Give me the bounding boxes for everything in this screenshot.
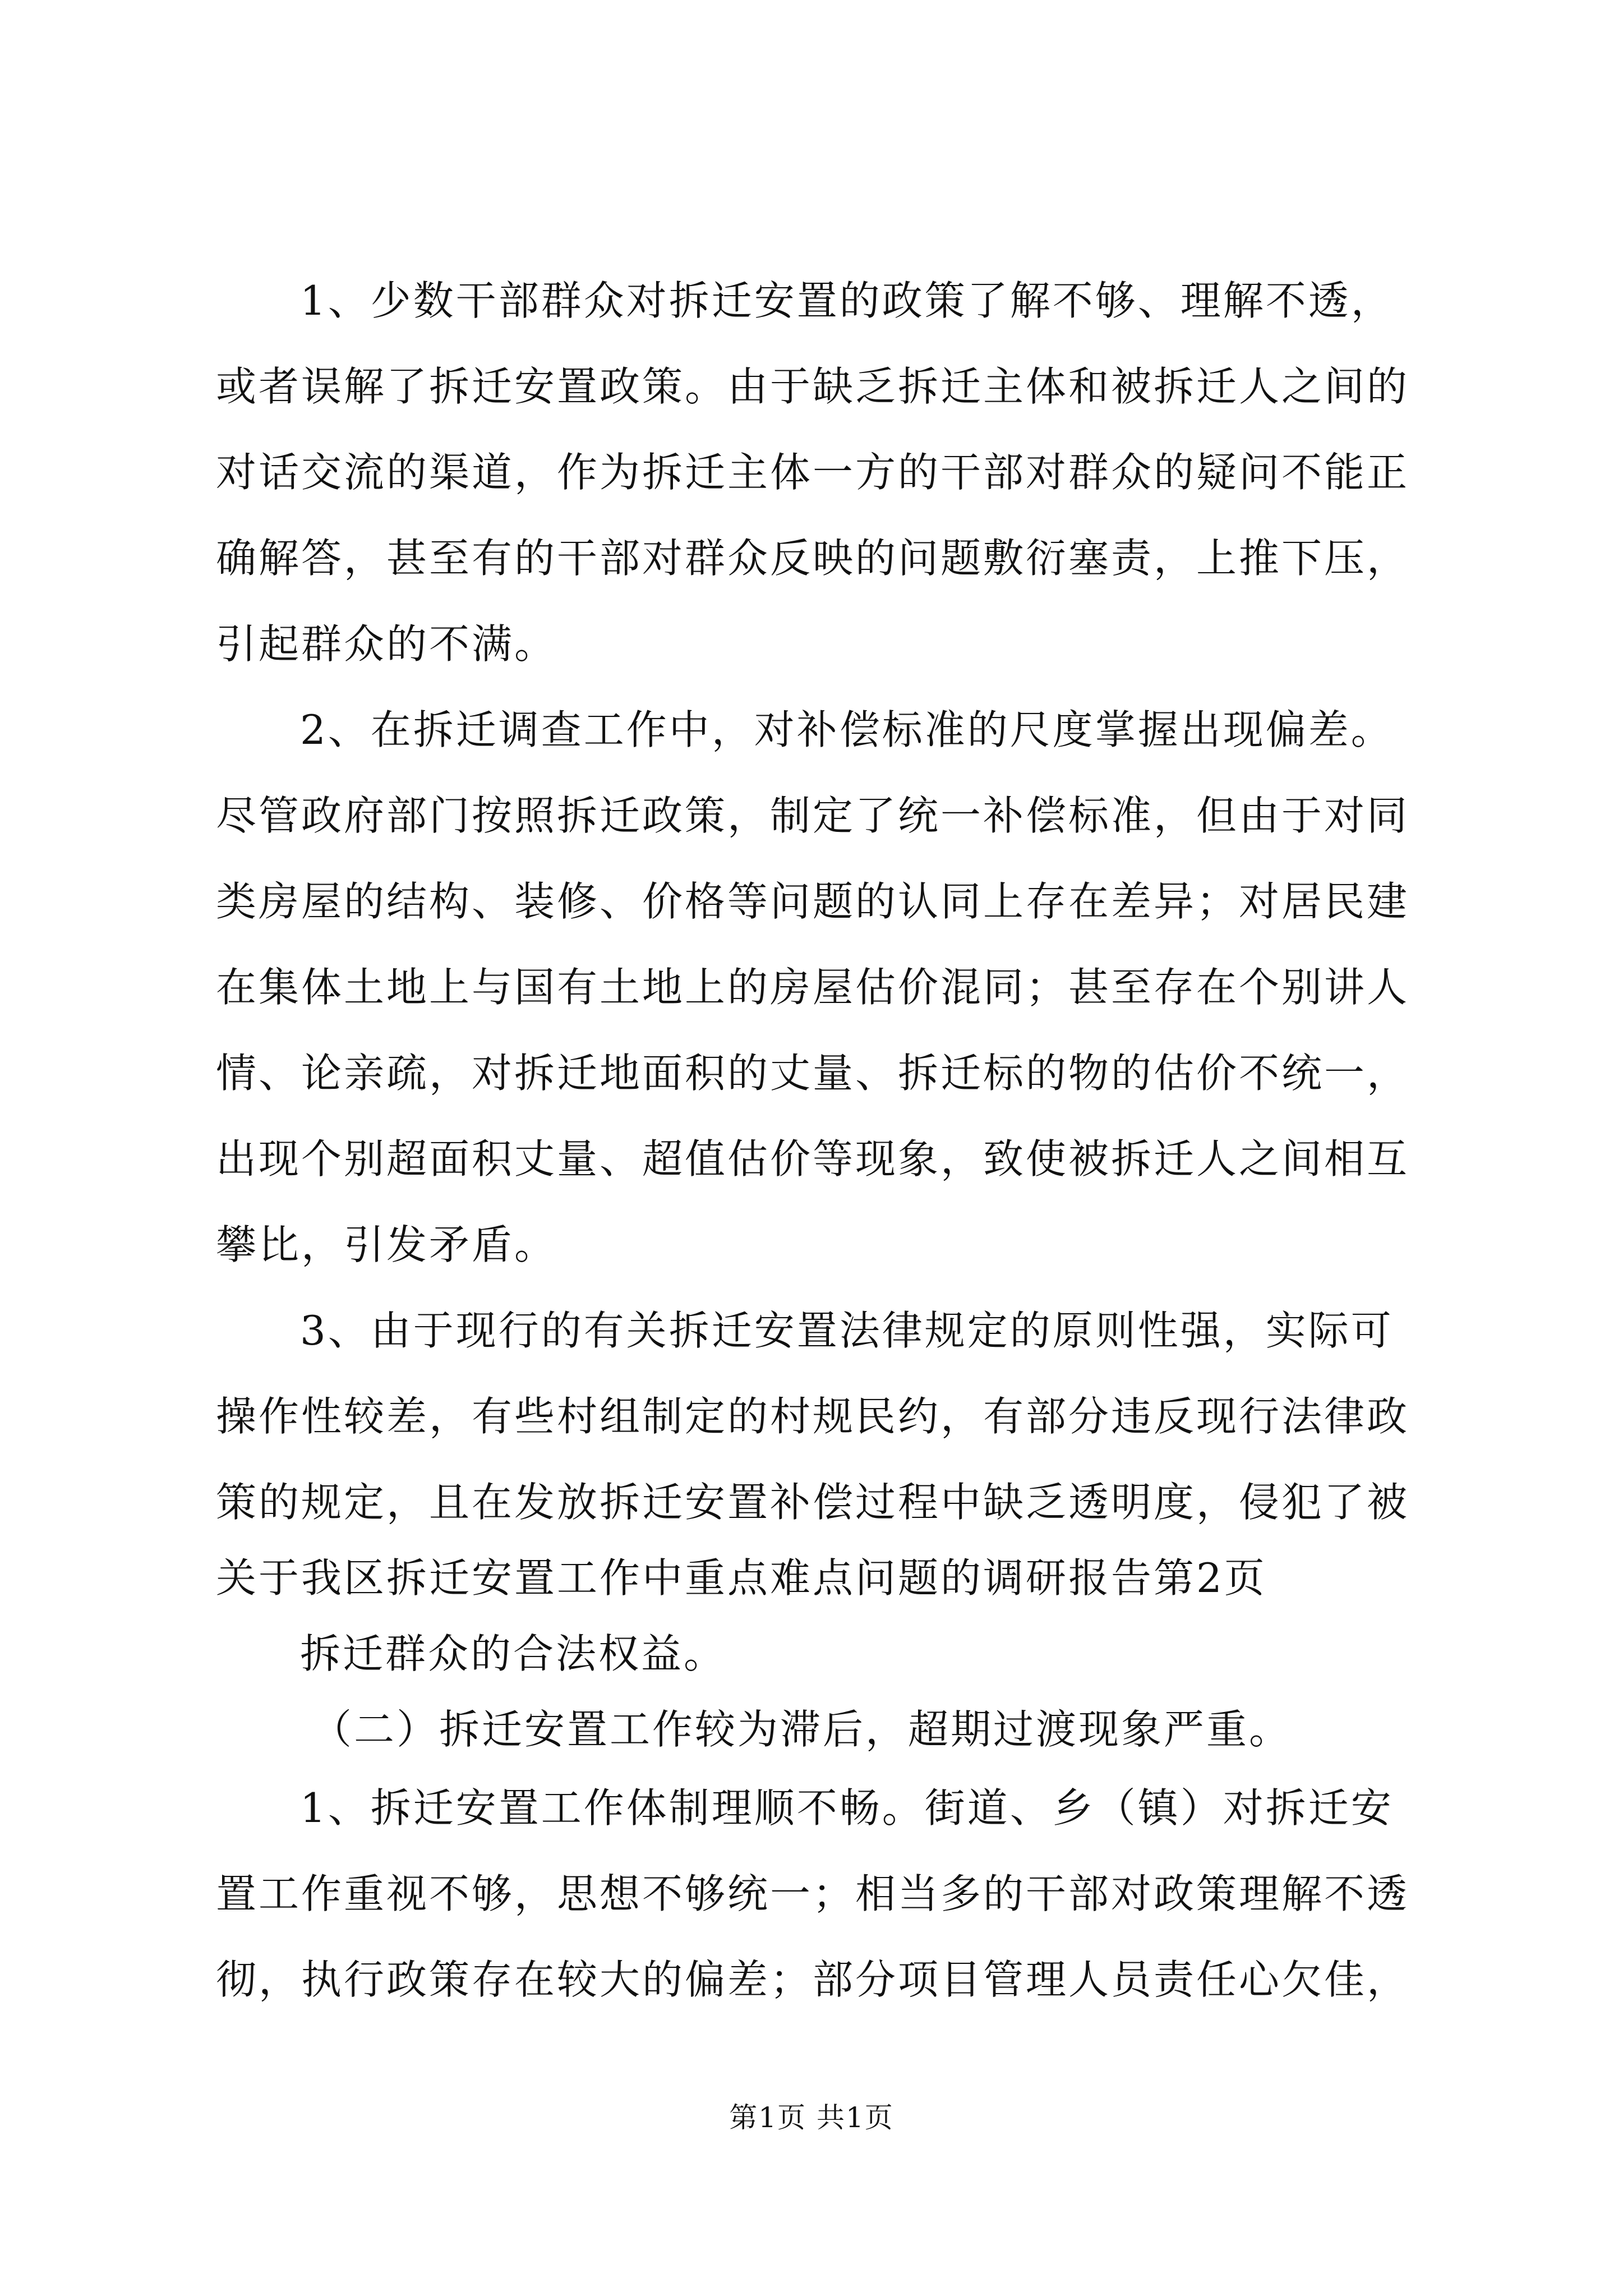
text-line: 1、少数干部群众对拆迁安置的政策了解不够、理解不透， xyxy=(300,277,1394,324)
text-line: 策的规定，且在发放拆迁安置补偿过程中缺乏透明度，侵犯了被 xyxy=(216,1479,1410,1526)
text-line: 或者误解了拆迁安置政策。由于缺乏拆迁主体和被拆迁人之间的 xyxy=(216,363,1410,410)
page-footer: 第1页 共1页 xyxy=(729,2101,894,2134)
text-line: 引起群众的不满。 xyxy=(216,620,557,668)
text-line: 2、在拆迁调查工作中，对补偿标准的尺度掌握出现偏差。 xyxy=(300,706,1394,753)
text-line: 确解答，甚至有的干部对群众反映的问题敷衍塞责，上推下压， xyxy=(216,535,1410,582)
text-line: 情、论亲疏，对拆迁地面积的丈量、拆迁标的物的估价不统一， xyxy=(216,1050,1410,1097)
text-line: 彻，执行政策存在较大的偏差；部分项目管理人员责任心欠佳， xyxy=(216,1956,1410,2003)
text-line: 攀比，引发矛盾。 xyxy=(216,1221,557,1268)
text-line: 在集体土地上与国有土地上的房屋估价混同；甚至存在个别讲人 xyxy=(216,964,1410,1011)
running-title-line: 关于我区拆迁安置工作中重点难点问题的调研报告第2页 xyxy=(216,1554,1267,1602)
text-line: 拆迁群众的合法权益。 xyxy=(300,1630,727,1677)
text-line: 3、由于现行的有关拆迁安置法律规定的原则性强，实际可 xyxy=(300,1307,1394,1354)
text-line: 尽管政府部门按照拆迁政策，制定了统一补偿标准，但由于对同 xyxy=(216,792,1410,839)
text-line: 类房屋的结构、装修、价格等问题的认同上存在差异；对居民建 xyxy=(216,878,1410,925)
text-line: 1、拆迁安置工作体制理顺不畅。街道、乡（镇）对拆迁安 xyxy=(300,1784,1394,1832)
text-line: 对话交流的渠道，作为拆迁主体一方的干部对群众的疑问不能正 xyxy=(216,449,1410,496)
text-line: 置工作重视不够，思想不够统一；相当多的干部对政策理解不透 xyxy=(216,1870,1410,1917)
text-line: 操作性较差，有些村组制定的村规民约，有部分违反现行法律政 xyxy=(216,1393,1410,1440)
text-line: 出现个别超面积丈量、超值估价等现象，致使被拆迁人之间相互 xyxy=(216,1135,1410,1182)
section-heading: （二）拆迁安置工作较为滞后，超期过渡现象严重。 xyxy=(311,1706,1292,1753)
